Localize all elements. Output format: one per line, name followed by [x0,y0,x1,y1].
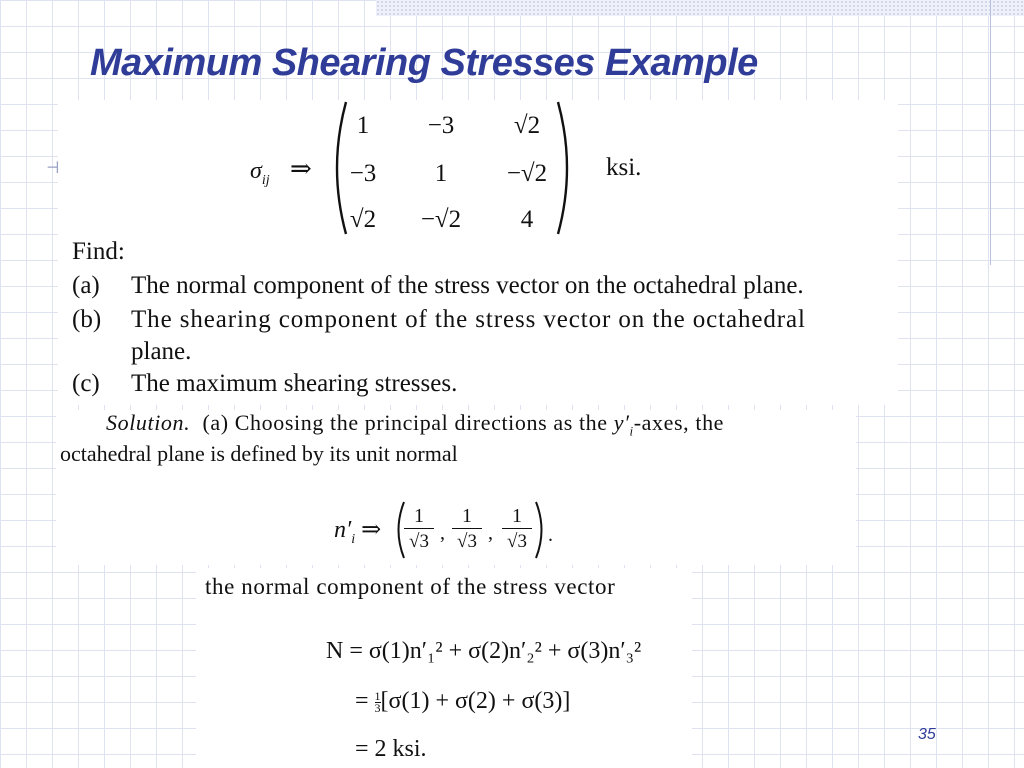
stress-tensor-label: $\sigma_{ij}$ [250,158,270,188]
slide-title: Maximum Shearing Stresses Example [90,42,758,84]
matrix-cell-r1c3: √2 [513,112,541,139]
matrix-cell-r1c1: 1 [356,112,370,139]
solution-line-1: Solution. (a) Choosing the principal directions as the $y'_i$-axes, the [106,410,725,439]
right-vertical-rule [990,0,991,265]
matrix-cell-r2c1: −3 [349,160,377,187]
bullet-marker-icon: ⊣ [46,160,60,177]
matrix-cell-r1c2: −3 [427,112,455,139]
question-a-label: (a) [72,272,100,299]
question-c-label: (c) [72,370,100,397]
question-b-text: The shearing component of the stress vector on the octahedral [131,306,806,333]
matrix-cell-r3c2: −√2 [420,206,462,233]
solution-line-2: octahedral plane is defined by its unit normal [60,441,458,466]
normal-fraction-2: $\frac{1}{√3}$ [452,504,482,555]
normal-comma-2: , [488,522,493,544]
question-c-text: The maximum shearing stresses. [131,370,458,397]
normal-period: . [548,524,553,546]
matrix-cell-r3c1: √2 [349,206,377,233]
equation-line-1: N = σ(1)n′₁² + σ(2)n′₂² + σ(3)n′₃² [326,638,642,664]
normal-comma-1: , [440,522,445,544]
matrix-cell-r2c2: 1 [434,160,448,187]
normal-fraction-1: $\frac{1}{√3}$ [404,504,434,555]
normal-right-paren [534,500,548,560]
page-number: 35 [918,726,936,743]
stress-unit: ksi. [606,154,642,181]
solution-lead: Solution. [106,410,191,435]
question-a-text: The normal component of the stress vector on the octahedral plane. [131,272,804,299]
top-decorative-band [376,0,1024,16]
equation-line-3: = 2 ksi. [355,736,427,762]
normal-component-text: the normal component of the stress vector [205,574,616,599]
equation-line-2: = $\frac{1}{3}$ [σ(1) + σ(2) + σ(3)] [355,688,571,715]
question-b-label: (b) [72,306,102,333]
matrix-cell-r2c3: −√2 [506,160,548,187]
matrix-cell-r3c3: 4 [520,206,534,233]
question-b-text-cont: plane. [131,338,192,365]
normal-fraction-3: $\frac{1}{√3}$ [502,504,532,555]
stress-tensor-arrow: ⇒ [290,154,312,183]
find-heading: Find: [72,238,125,265]
equation-one-third: $\frac{1}{3}$ [374,688,381,715]
unit-normal-label: $n'_i$ ⇒ [334,517,382,547]
